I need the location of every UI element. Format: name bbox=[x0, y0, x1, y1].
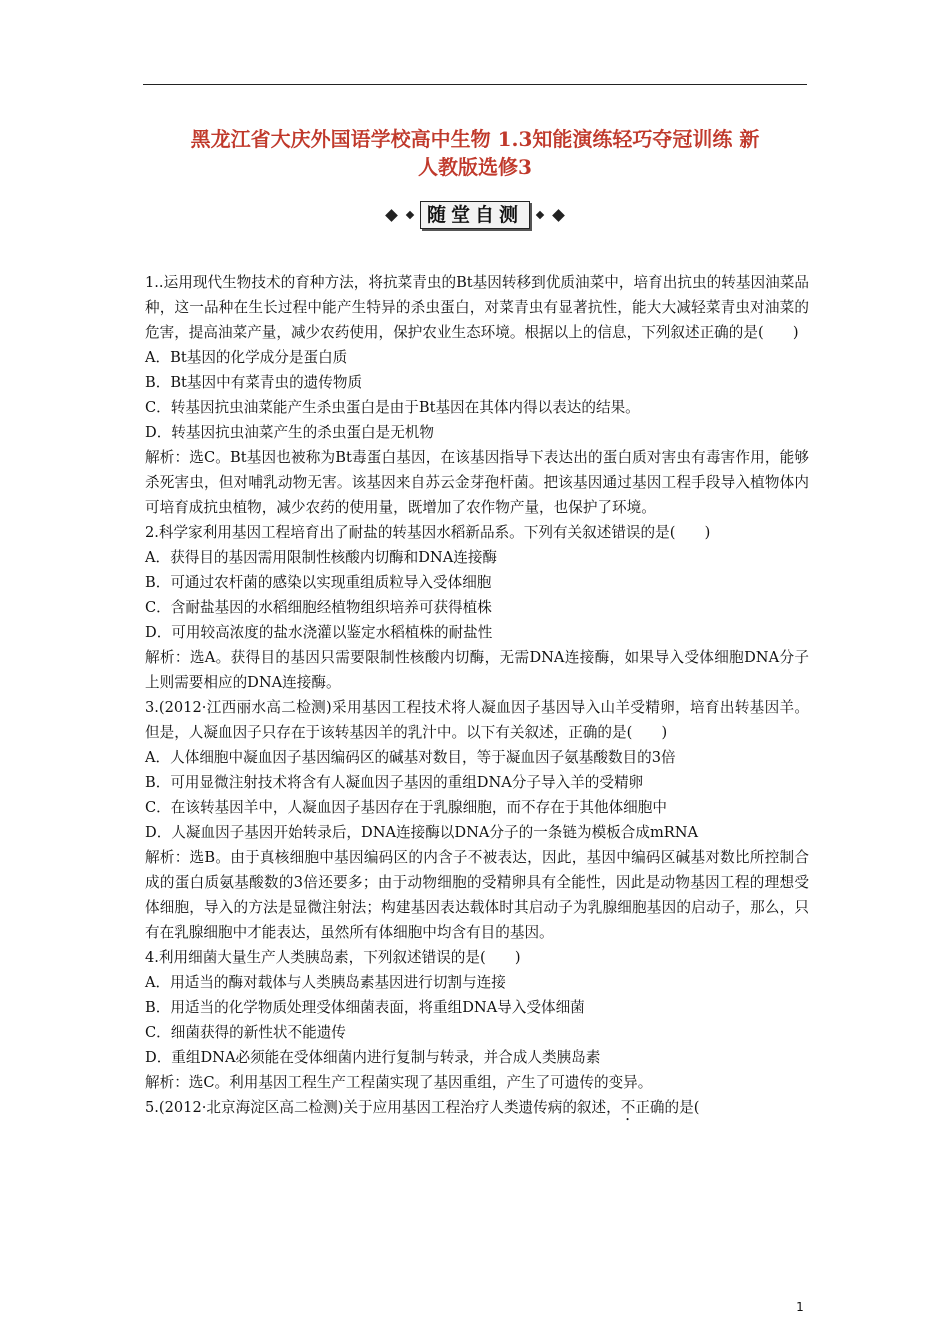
question-option: B．可通过农杆菌的感染以实现重组质粒导入受体细胞 bbox=[145, 574, 492, 591]
header-rule bbox=[143, 84, 807, 85]
question-stem: 3.(2012·江西丽水高二检测)采用基因工程技术将人凝血因子基因导入山羊受精卵，培育出转基因羊。但是，人凝血因子只存在于该转基因羊的乳汁中。以下有关叙述，正确的是( ) bbox=[145, 699, 809, 741]
diamond-icon bbox=[552, 209, 565, 222]
question-option: D．转基因抗虫油菜产生的杀虫蛋白是无机物 bbox=[145, 424, 434, 441]
diamond-icon bbox=[385, 209, 398, 222]
question-stem bbox=[145, 1095, 809, 1124]
question-list bbox=[145, 270, 809, 1124]
question-stem: 1..运用现代生物技术的育种方法，将抗菜青虫的Bt基因转移到优质油菜中，培育出抗虫的转基因油菜品种，这一品种在生长过程中能产生特异的杀虫蛋白，对菜青虫有显著抗性，能大大减轻菜青虫对油菜的危害，提高油菜产量，减少农药使用，保护农业生态环境。根据以上的信息，下列叙述正确的是( ) bbox=[145, 274, 809, 341]
question-option: A．获得目的基因需用限制性核酸内切酶和DNA连接酶 bbox=[145, 549, 498, 566]
question-analysis: 解析：选A。获得目的基因只需要限制性核酸内切酶，无需DNA连接酶，如果导入受体细胞DNA分子上则需要相应的DNA连接酶。 bbox=[145, 649, 809, 691]
question-analysis: 解析：选C。Bt基因也被称为Bt毒蛋白基因，在该基因指导下表达出的蛋白质对害虫有毒害作用，能够杀死害虫，但对哺乳动物无害。该基因来自苏云金芽孢杆菌。把该基因通过基因工程手段导入植物体内可培育成抗虫植物，减少农药的使用量，既增加了农作物产量，也保护了环境。 bbox=[145, 449, 809, 516]
question-option: C．在该转基因羊中，人凝血因子基因存在于乳腺细胞，而不存在于其他体细胞中 bbox=[145, 799, 667, 816]
page-number: 1 bbox=[796, 1300, 804, 1314]
question-option: C．转基因抗虫油菜能产生杀虫蛋白是由于Bt基因在其体内得以表达的结果。 bbox=[145, 399, 640, 416]
question-option: B．Bt基因中有菜青虫的遗传物质 bbox=[145, 374, 363, 391]
diamond-icon bbox=[406, 211, 414, 219]
q5-stem-emphasis: 不 bbox=[620, 1099, 636, 1116]
q5-stem-end: 正确的是( bbox=[635, 1099, 700, 1116]
section-banner bbox=[340, 201, 610, 229]
title-line-2: 人教版选修3 bbox=[418, 155, 532, 179]
diamond-icon bbox=[536, 211, 544, 219]
question-option: A．用适当的酶对载体与人类胰岛素基因进行切割与连接 bbox=[145, 974, 506, 991]
question-option: C．细菌获得的新性状不能遗传 bbox=[145, 1024, 346, 1041]
question-option: D．可用较高浓度的盐水浇灌以鉴定水稻植株的耐盐性 bbox=[145, 624, 493, 641]
question-analysis: 解析：选C。利用基因工程生产工程菌实现了基因重组，产生了可遗传的变异。 bbox=[145, 1074, 653, 1091]
section-banner-label: 随堂自测 bbox=[420, 201, 530, 229]
question-option: B．可用显微注射技术将含有人凝血因子基因的重组DNA分子导入羊的受精卵 bbox=[145, 774, 644, 791]
q5-stem-start: 5.(2012·北京海淀区高二检测)关于应用基因工程治疗人类遗传病的叙述， bbox=[145, 1099, 621, 1116]
question-option: C．含耐盐基因的水稻细胞经植物组织培养可获得植株 bbox=[145, 599, 492, 616]
question-option: A．人体细胞中凝血因子基因编码区的碱基对数目，等于凝血因子氨基酸数目的3倍 bbox=[145, 749, 676, 766]
question-stem: 2.科学家利用基因工程培育出了耐盐的转基因水稻新品系。下列有关叙述错误的是( ) bbox=[145, 524, 711, 541]
question-analysis: 解析：选B。由于真核细胞中基因编码区的内含子不被表达，因此，基因中编码区碱基对数比所控制合成的蛋白质氨基酸数的3倍还要多；由于动物细胞的受精卵具有全能性，因此是动物基因工程的理想受体细胞，导入的方法是显微注射法；构建基因表达载体时其启动子为乳腺细胞基因的启动子，那么，只有在乳腺细胞中才能表达，虽然所有体细胞中均含有目的基因。 bbox=[145, 849, 809, 941]
question-stem: 4.利用细菌大量生产人类胰岛素，下列叙述错误的是( ) bbox=[145, 949, 521, 966]
document-title bbox=[143, 125, 807, 181]
question-option: D．人凝血因子基因开始转录后，DNA连接酶以DNA分子的一条链为模板合成mRNA bbox=[145, 824, 699, 841]
question-option: B．用适当的化学物质处理受体细菌表面，将重组DNA导入受体细菌 bbox=[145, 999, 585, 1016]
question-option: A．Bt基因的化学成分是蛋白质 bbox=[145, 349, 348, 366]
question-option: D．重组DNA必须能在受体细菌内进行复制与转录，并合成人类胰岛素 bbox=[145, 1049, 601, 1066]
title-line-1: 黑龙江省大庆外国语学校高中生物 1.3知能演练轻巧夺冠训练 新 bbox=[190, 127, 760, 151]
